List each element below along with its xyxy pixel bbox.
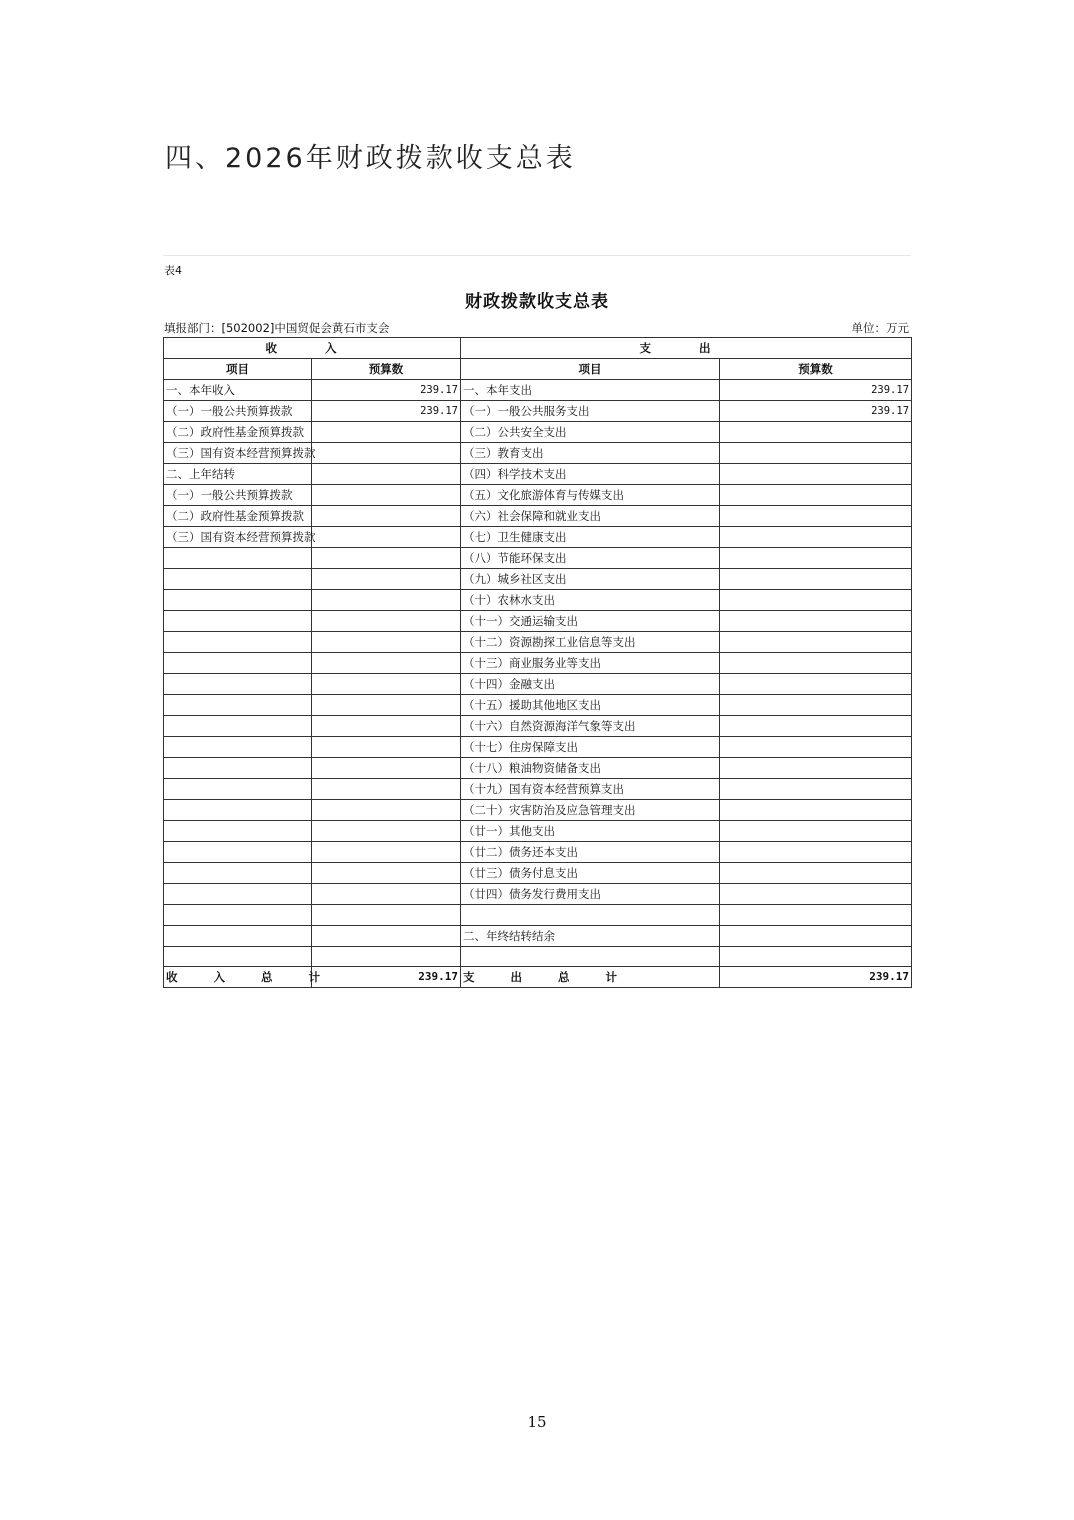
expense-total-value: 239.17 xyxy=(720,967,912,988)
income-item-cell: （三）国有资本经营预算拨款 xyxy=(164,443,312,464)
income-item-cell xyxy=(164,758,312,779)
expense-item-cell: （九）城乡社区支出 xyxy=(461,569,720,590)
table-row xyxy=(164,821,912,842)
income-item-cell xyxy=(164,632,312,653)
income-budget-cell xyxy=(312,422,461,443)
expense-item-cell: （十四）金融支出 xyxy=(461,674,720,695)
divider-line xyxy=(163,255,911,256)
table-row xyxy=(164,946,912,967)
income-group-header: 收 入 xyxy=(164,338,461,359)
expense-budget-cell xyxy=(720,842,912,863)
table-row xyxy=(164,548,912,569)
expense-total-label: 支 出 总 计 xyxy=(461,967,720,988)
expense-budget-cell xyxy=(720,632,912,653)
income-item-cell xyxy=(164,716,312,737)
income-budget-cell xyxy=(312,464,461,485)
income-budget-cell xyxy=(312,548,461,569)
income-budget-header: 预算数 xyxy=(312,359,461,380)
expense-budget-cell xyxy=(720,674,912,695)
expense-item-cell: （廿四）债务发行费用支出 xyxy=(461,884,720,905)
income-item-cell: （一）一般公共预算拨款 xyxy=(164,401,312,422)
income-item-cell xyxy=(164,548,312,569)
expense-item-cell: （十一）交通运输支出 xyxy=(461,611,720,632)
income-budget-cell xyxy=(312,716,461,737)
expense-item-cell: （十六）自然资源海洋气象等支出 xyxy=(461,716,720,737)
income-budget-cell xyxy=(312,443,461,464)
table-row xyxy=(164,653,912,674)
income-budget-cell xyxy=(312,842,461,863)
table-meta-row xyxy=(164,320,909,336)
department-label: 填报部门：[502002]中国贸促会黄石市支会 xyxy=(164,321,390,335)
expense-item-cell xyxy=(461,946,720,967)
expense-item-cell: （廿一）其他支出 xyxy=(461,821,720,842)
income-budget-cell xyxy=(312,800,461,821)
expense-budget-cell xyxy=(720,884,912,905)
expense-budget-cell xyxy=(720,758,912,779)
expense-group-header: 支 出 xyxy=(461,338,912,359)
income-item-cell: （三）国有资本经营预算拨款 xyxy=(164,527,312,548)
expense-item-cell: （三）教育支出 xyxy=(461,443,720,464)
income-item-cell xyxy=(164,884,312,905)
income-item-cell xyxy=(164,863,312,884)
total-row xyxy=(164,967,912,988)
income-item-cell xyxy=(164,821,312,842)
expense-item-cell: （十七）住房保障支出 xyxy=(461,737,720,758)
expense-budget-cell xyxy=(720,863,912,884)
income-budget-cell xyxy=(312,611,461,632)
table-label: 表4 xyxy=(164,264,182,277)
expense-item-cell: （十二）资源勘探工业信息等支出 xyxy=(461,632,720,653)
income-budget-cell xyxy=(312,925,461,946)
expense-budget-cell xyxy=(720,422,912,443)
expense-budget-cell xyxy=(720,653,912,674)
expense-budget-cell xyxy=(720,905,912,926)
expense-budget-cell xyxy=(720,779,912,800)
table-row xyxy=(164,800,912,821)
table-row xyxy=(164,569,912,590)
table-row xyxy=(164,842,912,863)
budget-table xyxy=(163,337,912,988)
income-budget-cell xyxy=(312,569,461,590)
expense-budget-cell xyxy=(720,485,912,506)
expense-budget-cell xyxy=(720,464,912,485)
table-row xyxy=(164,443,912,464)
income-item-cell xyxy=(164,611,312,632)
expense-budget-cell xyxy=(720,716,912,737)
expense-item-cell xyxy=(461,905,720,926)
expense-budget-cell xyxy=(720,548,912,569)
expense-budget-cell xyxy=(720,800,912,821)
income-item-cell xyxy=(164,925,312,946)
income-item-cell xyxy=(164,800,312,821)
table-row xyxy=(164,674,912,695)
expense-item-header: 项目 xyxy=(461,359,720,380)
income-budget-cell xyxy=(312,905,461,926)
expense-budget-cell xyxy=(720,737,912,758)
expense-budget-cell xyxy=(720,946,912,967)
expense-budget-cell xyxy=(720,569,912,590)
income-budget-cell xyxy=(312,632,461,653)
table-row xyxy=(164,905,912,926)
income-budget-cell xyxy=(312,653,461,674)
table-row xyxy=(164,925,912,946)
income-item-cell xyxy=(164,674,312,695)
table-row xyxy=(164,611,912,632)
income-budget-cell xyxy=(312,946,461,967)
income-budget-cell xyxy=(312,884,461,905)
income-item-cell: 二、上年结转 xyxy=(164,464,312,485)
table-row xyxy=(164,716,912,737)
income-item-cell xyxy=(164,946,312,967)
income-total-value: 239.17 xyxy=(312,967,461,988)
table-row xyxy=(164,884,912,905)
expense-item-cell: （八）节能环保支出 xyxy=(461,548,720,569)
expense-budget-cell xyxy=(720,590,912,611)
income-budget-cell xyxy=(312,527,461,548)
expense-item-cell: 二、年终结转结余 xyxy=(461,925,720,946)
expense-item-cell: （廿三）债务付息支出 xyxy=(461,863,720,884)
income-budget-cell xyxy=(312,506,461,527)
unit-label: 单位：万元 xyxy=(851,321,909,335)
income-item-cell xyxy=(164,842,312,863)
table-row xyxy=(164,632,912,653)
income-budget-cell: 239.17 xyxy=(312,401,461,422)
table-row xyxy=(164,464,912,485)
income-budget-cell: 239.17 xyxy=(312,380,461,401)
expense-item-cell: （六）社会保障和就业支出 xyxy=(461,506,720,527)
income-budget-cell xyxy=(312,485,461,506)
income-budget-cell xyxy=(312,758,461,779)
income-item-cell: （一）一般公共预算拨款 xyxy=(164,485,312,506)
expense-item-cell: （廿二）债务还本支出 xyxy=(461,842,720,863)
table-row xyxy=(164,779,912,800)
table-row xyxy=(164,422,912,443)
expense-budget-cell xyxy=(720,925,912,946)
expense-budget-cell xyxy=(720,695,912,716)
income-item-cell: （二）政府性基金预算拨款 xyxy=(164,506,312,527)
table-row xyxy=(164,485,912,506)
expense-item-cell: 一、本年支出 xyxy=(461,380,720,401)
expense-budget-cell xyxy=(720,527,912,548)
expense-item-cell: （二十）灾害防治及应急管理支出 xyxy=(461,800,720,821)
expense-item-cell: （七）卫生健康支出 xyxy=(461,527,720,548)
table-row xyxy=(164,401,912,422)
table-row xyxy=(164,695,912,716)
table-row xyxy=(164,590,912,611)
expense-item-cell: （十九）国有资本经营预算支出 xyxy=(461,779,720,800)
income-item-cell: （二）政府性基金预算拨款 xyxy=(164,422,312,443)
table-row xyxy=(164,527,912,548)
expense-budget-cell xyxy=(720,821,912,842)
expense-budget-cell xyxy=(720,506,912,527)
income-item-cell xyxy=(164,653,312,674)
column-header-row xyxy=(164,359,912,380)
income-total-label: 收 入 总 计 xyxy=(164,967,312,988)
income-budget-cell xyxy=(312,695,461,716)
expense-item-cell: （十八）粮油物资储备支出 xyxy=(461,758,720,779)
expense-item-cell: （十五）援助其他地区支出 xyxy=(461,695,720,716)
income-item-header: 项目 xyxy=(164,359,312,380)
income-item-cell xyxy=(164,905,312,926)
expense-item-cell: （四）科学技术支出 xyxy=(461,464,720,485)
income-budget-cell xyxy=(312,779,461,800)
expense-item-cell: （十三）商业服务业等支出 xyxy=(461,653,720,674)
expense-budget-cell xyxy=(720,611,912,632)
income-budget-cell xyxy=(312,863,461,884)
page-number: 15 xyxy=(527,1413,547,1431)
table-row xyxy=(164,737,912,758)
expense-budget-cell: 239.17 xyxy=(720,380,912,401)
table-title: 财政拨款收支总表 xyxy=(465,292,609,312)
expense-budget-cell: 239.17 xyxy=(720,401,912,422)
expense-budget-header: 预算数 xyxy=(720,359,912,380)
table-row xyxy=(164,863,912,884)
expense-item-cell: （一）一般公共服务支出 xyxy=(461,401,720,422)
page-heading: 四、2026年财政拨款收支总表 xyxy=(165,143,576,174)
income-item-cell xyxy=(164,737,312,758)
income-item-cell xyxy=(164,695,312,716)
income-budget-cell xyxy=(312,674,461,695)
income-item-cell xyxy=(164,590,312,611)
expense-item-cell: （五）文化旅游体育与传媒支出 xyxy=(461,485,720,506)
expense-budget-cell xyxy=(720,443,912,464)
income-item-cell xyxy=(164,569,312,590)
table-row xyxy=(164,380,912,401)
table-row xyxy=(164,758,912,779)
income-budget-cell xyxy=(312,737,461,758)
expense-item-cell: （二）公共安全支出 xyxy=(461,422,720,443)
group-header-row xyxy=(164,338,912,359)
table-row xyxy=(164,506,912,527)
income-item-cell xyxy=(164,779,312,800)
income-budget-cell xyxy=(312,821,461,842)
income-budget-cell xyxy=(312,590,461,611)
expense-item-cell: （十）农林水支出 xyxy=(461,590,720,611)
income-item-cell: 一、本年收入 xyxy=(164,380,312,401)
